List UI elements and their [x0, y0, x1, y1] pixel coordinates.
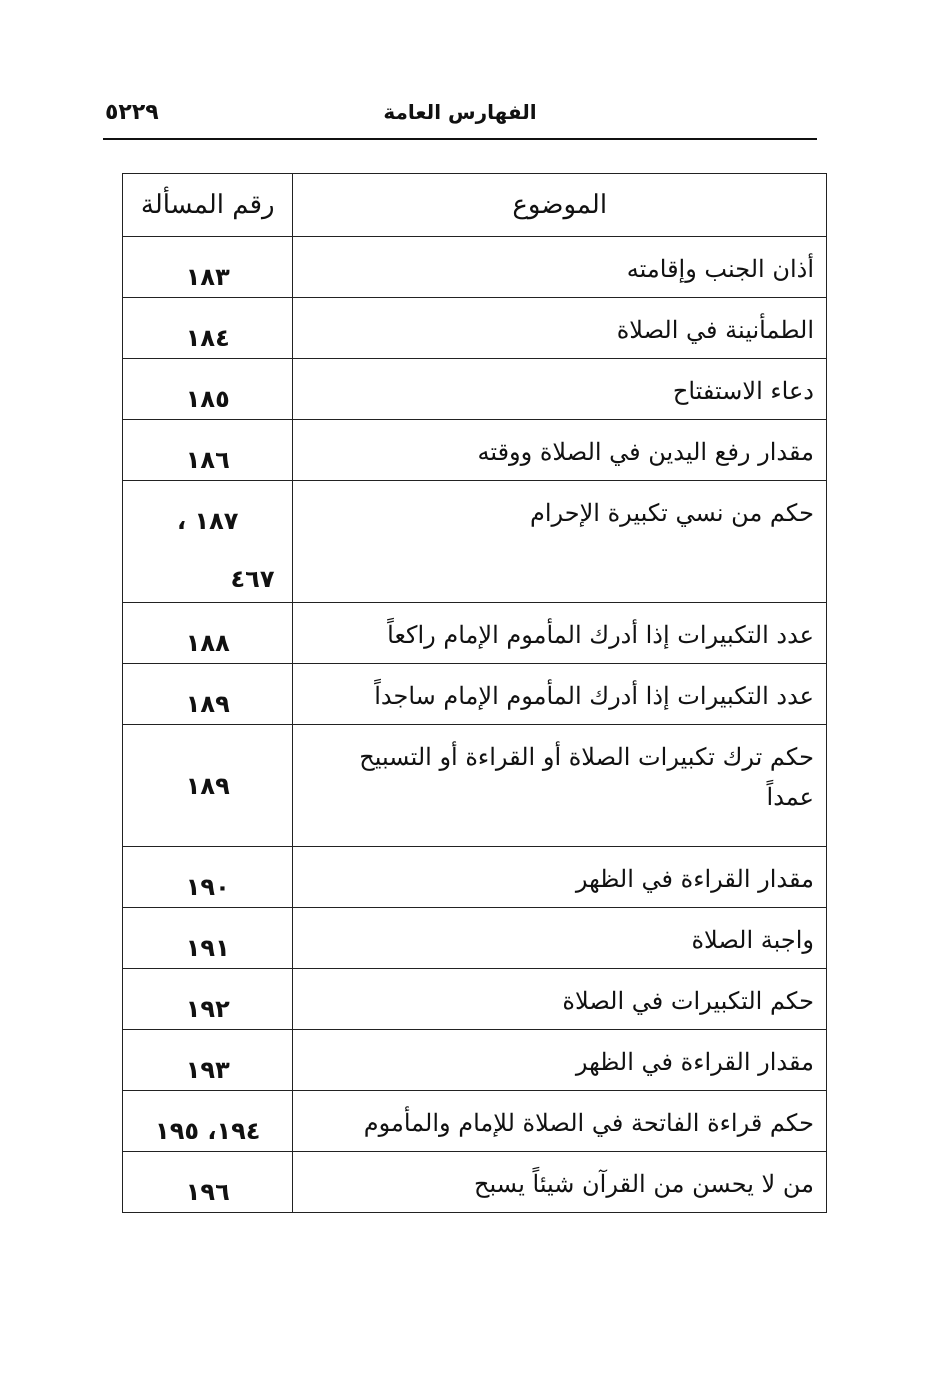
- table-row: [123, 725, 827, 847]
- table-row: [123, 908, 827, 969]
- table-row: [123, 1030, 827, 1091]
- running-title: الفهارس العامة: [383, 100, 537, 124]
- number-cell: ١٨٥: [123, 359, 293, 420]
- column-header-topic: الموضوع: [293, 174, 827, 237]
- topic-cell: من لا يحسن من القرآن شيئاً يسبح: [293, 1152, 827, 1213]
- number-cell: ١٩٢: [123, 969, 293, 1030]
- number-cell: ١٨٤: [123, 298, 293, 359]
- number-cell: ١٨٣: [123, 237, 293, 298]
- number-cell: ١٨٦: [123, 420, 293, 481]
- table-row: [123, 1091, 827, 1152]
- table-row: [123, 481, 827, 603]
- number-cell: ١٩٠: [123, 847, 293, 908]
- number-cell: ١٩٦: [123, 1152, 293, 1213]
- topic-cell: حكم ترك تكبيرات الصلاة أو القراءة أو التسبيح عمداً: [293, 725, 827, 847]
- topic-cell: مقدار القراءة في الظهر: [293, 1030, 827, 1091]
- table-header-row: [123, 174, 827, 237]
- page-number: ٥٢٢٩: [105, 100, 159, 125]
- number-line-second: ٤٦٧: [230, 565, 275, 593]
- table-row: [123, 1152, 827, 1213]
- number-cell: ١٨٩: [123, 725, 293, 847]
- topic-cell: عدد التكبيرات إذا أدرك المأموم الإمام ساجداً: [293, 664, 827, 725]
- topic-cell: دعاء الاستفتاح: [293, 359, 827, 420]
- table-row: [123, 298, 827, 359]
- topic-cell: واجبة الصلاة: [293, 908, 827, 969]
- page-header: [103, 94, 817, 140]
- table-row: [123, 603, 827, 664]
- topic-cell: حكم من نسي تكبيرة الإحرام: [293, 481, 827, 603]
- table-row: [123, 969, 827, 1030]
- number-cell: [123, 481, 293, 603]
- topic-cell: مقدار القراءة في الظهر: [293, 847, 827, 908]
- number-cell: ١٩٤، ١٩٥: [123, 1091, 293, 1152]
- table-row: [123, 664, 827, 725]
- index-table: [122, 173, 827, 1213]
- table-row: [123, 420, 827, 481]
- topic-cell: الطمأنينة في الصلاة: [293, 298, 827, 359]
- column-header-number: رقم المسألة: [123, 174, 293, 237]
- table-row: [123, 359, 827, 420]
- number-cell: ١٨٨: [123, 603, 293, 664]
- topic-cell: مقدار رفع اليدين في الصلاة ووقته: [293, 420, 827, 481]
- number-line: ١٨٧ ،: [177, 507, 239, 535]
- number-cell: ١٨٩: [123, 664, 293, 725]
- number-cell: ١٩٣: [123, 1030, 293, 1091]
- table-row: [123, 237, 827, 298]
- topic-cell: حكم التكبيرات في الصلاة: [293, 969, 827, 1030]
- topic-cell: حكم قراءة الفاتحة في الصلاة للإمام والمأموم: [293, 1091, 827, 1152]
- table-row: [123, 847, 827, 908]
- topic-cell: عدد التكبيرات إذا أدرك المأموم الإمام راكعاً: [293, 603, 827, 664]
- topic-cell: أذان الجنب وإقامته: [293, 237, 827, 298]
- number-cell: ١٩١: [123, 908, 293, 969]
